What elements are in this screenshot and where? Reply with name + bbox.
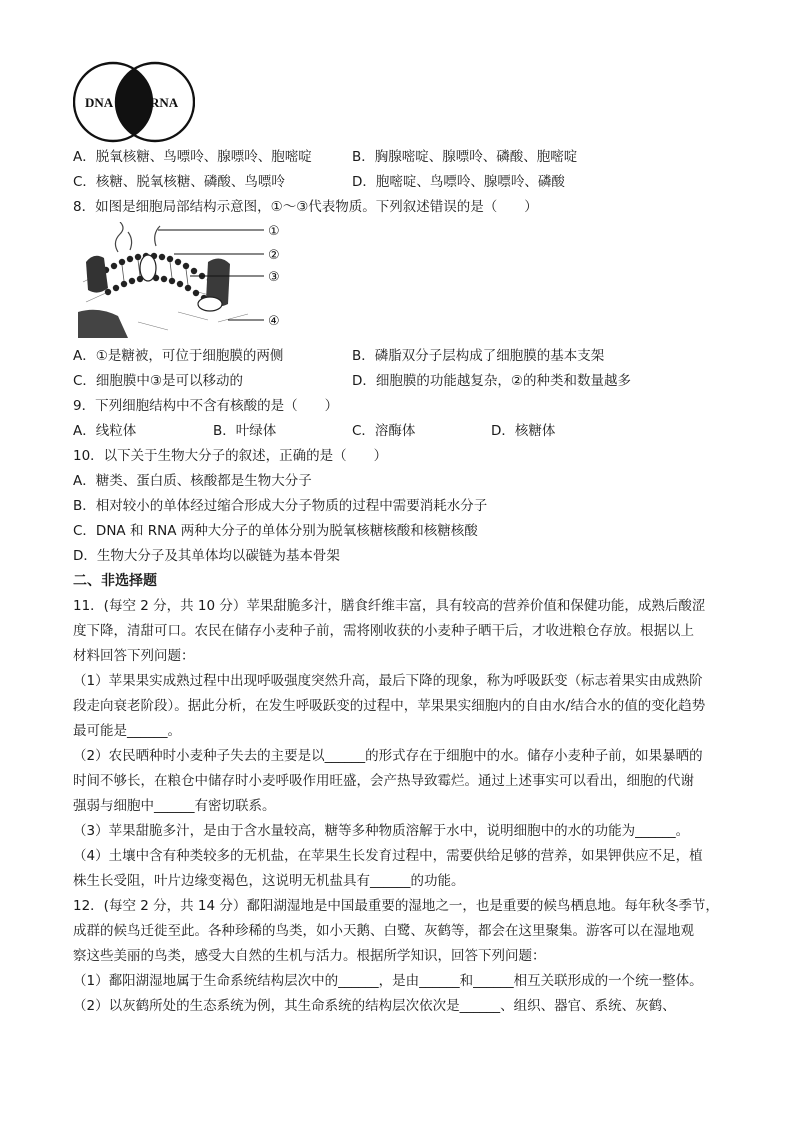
q9-stem: 9．下列细胞结构中不含有核酸的是（ ）	[73, 398, 339, 414]
q11-line: 强弱与细胞中______有密切联系。	[73, 798, 276, 814]
q9-option-c: C．溶酶体	[352, 423, 416, 439]
q12-line: 成群的候鸟迁徙至此。各种珍稀的鸟类，如小天鹅、白鹭、灰鹤等，都会在这里聚集。游客可以在湿地观	[73, 923, 694, 939]
q12-line: 12．(每空 2 分，共 14 分）鄱阳湖湿地是中国最重要的湿地之一，也是重要的候鸟栖息地。每年秋冬季节，	[73, 898, 719, 914]
q9-option-a: A．线粒体	[73, 423, 137, 439]
q9-option-b: B．叶绿体	[213, 423, 277, 439]
q11-line: （4）土壤中含有种类较多的无机盐，在苹果生长发育过程中，需要供给足够的营养，如果钾供应不足，植	[73, 848, 703, 864]
q7-option-d: D．胞嘧啶、鸟嘌呤、腺嘌呤、磷酸	[352, 174, 565, 190]
q8-option-d: D．细胞膜的功能越复杂，②的种类和数量越多	[352, 373, 631, 389]
q12-line: 察这些美丽的鸟类，感受大自然的生机与活力。根据所学知识，回答下列问题：	[73, 948, 546, 964]
q12-line: （2）以灰鹤所处的生态系统为例，其生命系统的结构层次依次是______、组织、器官、系统、灰鹤、	[73, 998, 676, 1014]
section-title: 二、非选择题	[73, 573, 157, 589]
q10-option-a: A．糖类、蛋白质、核酸都是生物大分子	[73, 473, 312, 489]
q11-line: 最可能是______。	[73, 723, 181, 739]
q9-option-d: D．核糖体	[491, 423, 556, 439]
q11-line: 时间不够长，在粮仓中储存时小麦呼吸作用旺盛，会产热导致霉烂。通过上述事实可以看出，细胞的代谢	[73, 773, 694, 789]
q10-option-b: B．相对较小的单体经过缩合形成大分子物质的过程中需要消耗水分子	[73, 498, 488, 514]
q11-line: 材料回答下列问题：	[73, 648, 195, 664]
q8-option-a: A．①是糖被，可位于细胞膜的两侧	[73, 348, 284, 364]
q10-option-c: C．DNA 和 RNA 两种大分子的单体分别为脱氧核糖核酸和核糖核酸	[73, 523, 478, 539]
q8-option-c: C．细胞膜中③是可以移动的	[73, 373, 244, 389]
q11-line: （2）农民晒种时小麦种子失去的主要是以______的形式存在于细胞中的水。储存小麦种子前，如果暴晒的	[73, 748, 703, 764]
venn-label-rna: RNA	[150, 95, 179, 110]
q7-option-c: C．核糖、脱氧核糖、磷酸、鸟嘌呤	[73, 174, 285, 190]
q10-option-d: D．生物大分子及其单体均以碳链为基本骨架	[73, 548, 340, 564]
q11-line: （1）苹果果实成熟过程中出现呼吸强度突然升高，最后下降的现象，称为呼吸跃变（标志着果实由成熟阶	[73, 673, 703, 689]
q11-line: （3）苹果甜脆多汁，是由于含水量较高，糖等多种物质溶解于水中，说明细胞中的水的功能为______。	[73, 823, 690, 839]
q11-line: 度下降，清甜可口。农民在储存小麦种子前，需将刚收获的小麦种子晒干后，才收进粮仓存放。根据以上	[73, 623, 694, 639]
q11-line: 11．(每空 2 分，共 10 分）苹果甜脆多汁，膳食纤维丰富，具有较高的营养价值和保健功能，成熟后酸涩	[73, 598, 706, 614]
q12-line: （1）鄱阳湖湿地属于生命系统结构层次中的______，是由______和______相互关联形成的一个统一整体。	[73, 973, 703, 989]
venn-label-dna: DNA	[85, 95, 114, 110]
figure-label-2: ②	[268, 248, 280, 263]
q11-line: 段走向衰老阶段）。据此分析，在发生呼吸跃变的过程中，苹果果实细胞内的自由水/结合水的值的变化趋势	[73, 698, 706, 714]
cell-membrane-figure	[78, 222, 290, 338]
q8-option-b: B．磷脂双分子层构成了细胞膜的基本支架	[352, 348, 605, 364]
q7-option-a: A．脱氧核糖、鸟嘌呤、腺嘌呤、胞嘧啶	[73, 149, 312, 165]
figure-label-1: ①	[268, 224, 280, 239]
figure-label-3: ③	[268, 270, 280, 285]
q7-option-b: B．胸腺嘧啶、腺嘌呤、磷酸、胞嘧啶	[352, 149, 578, 165]
q10-stem: 10．以下关于生物大分子的叙述，正确的是（ ）	[73, 448, 388, 464]
figure-label-4: ④	[268, 314, 280, 329]
dna-rna-venn-diagram	[73, 60, 195, 144]
q8-stem: 8．如图是细胞局部结构示意图，①～③代表物质。下列叙述错误的是（ ）	[73, 199, 538, 215]
q11-line: 株生长受阻，叶片边缘变褐色，这说明无机盐具有______的功能。	[73, 873, 465, 889]
